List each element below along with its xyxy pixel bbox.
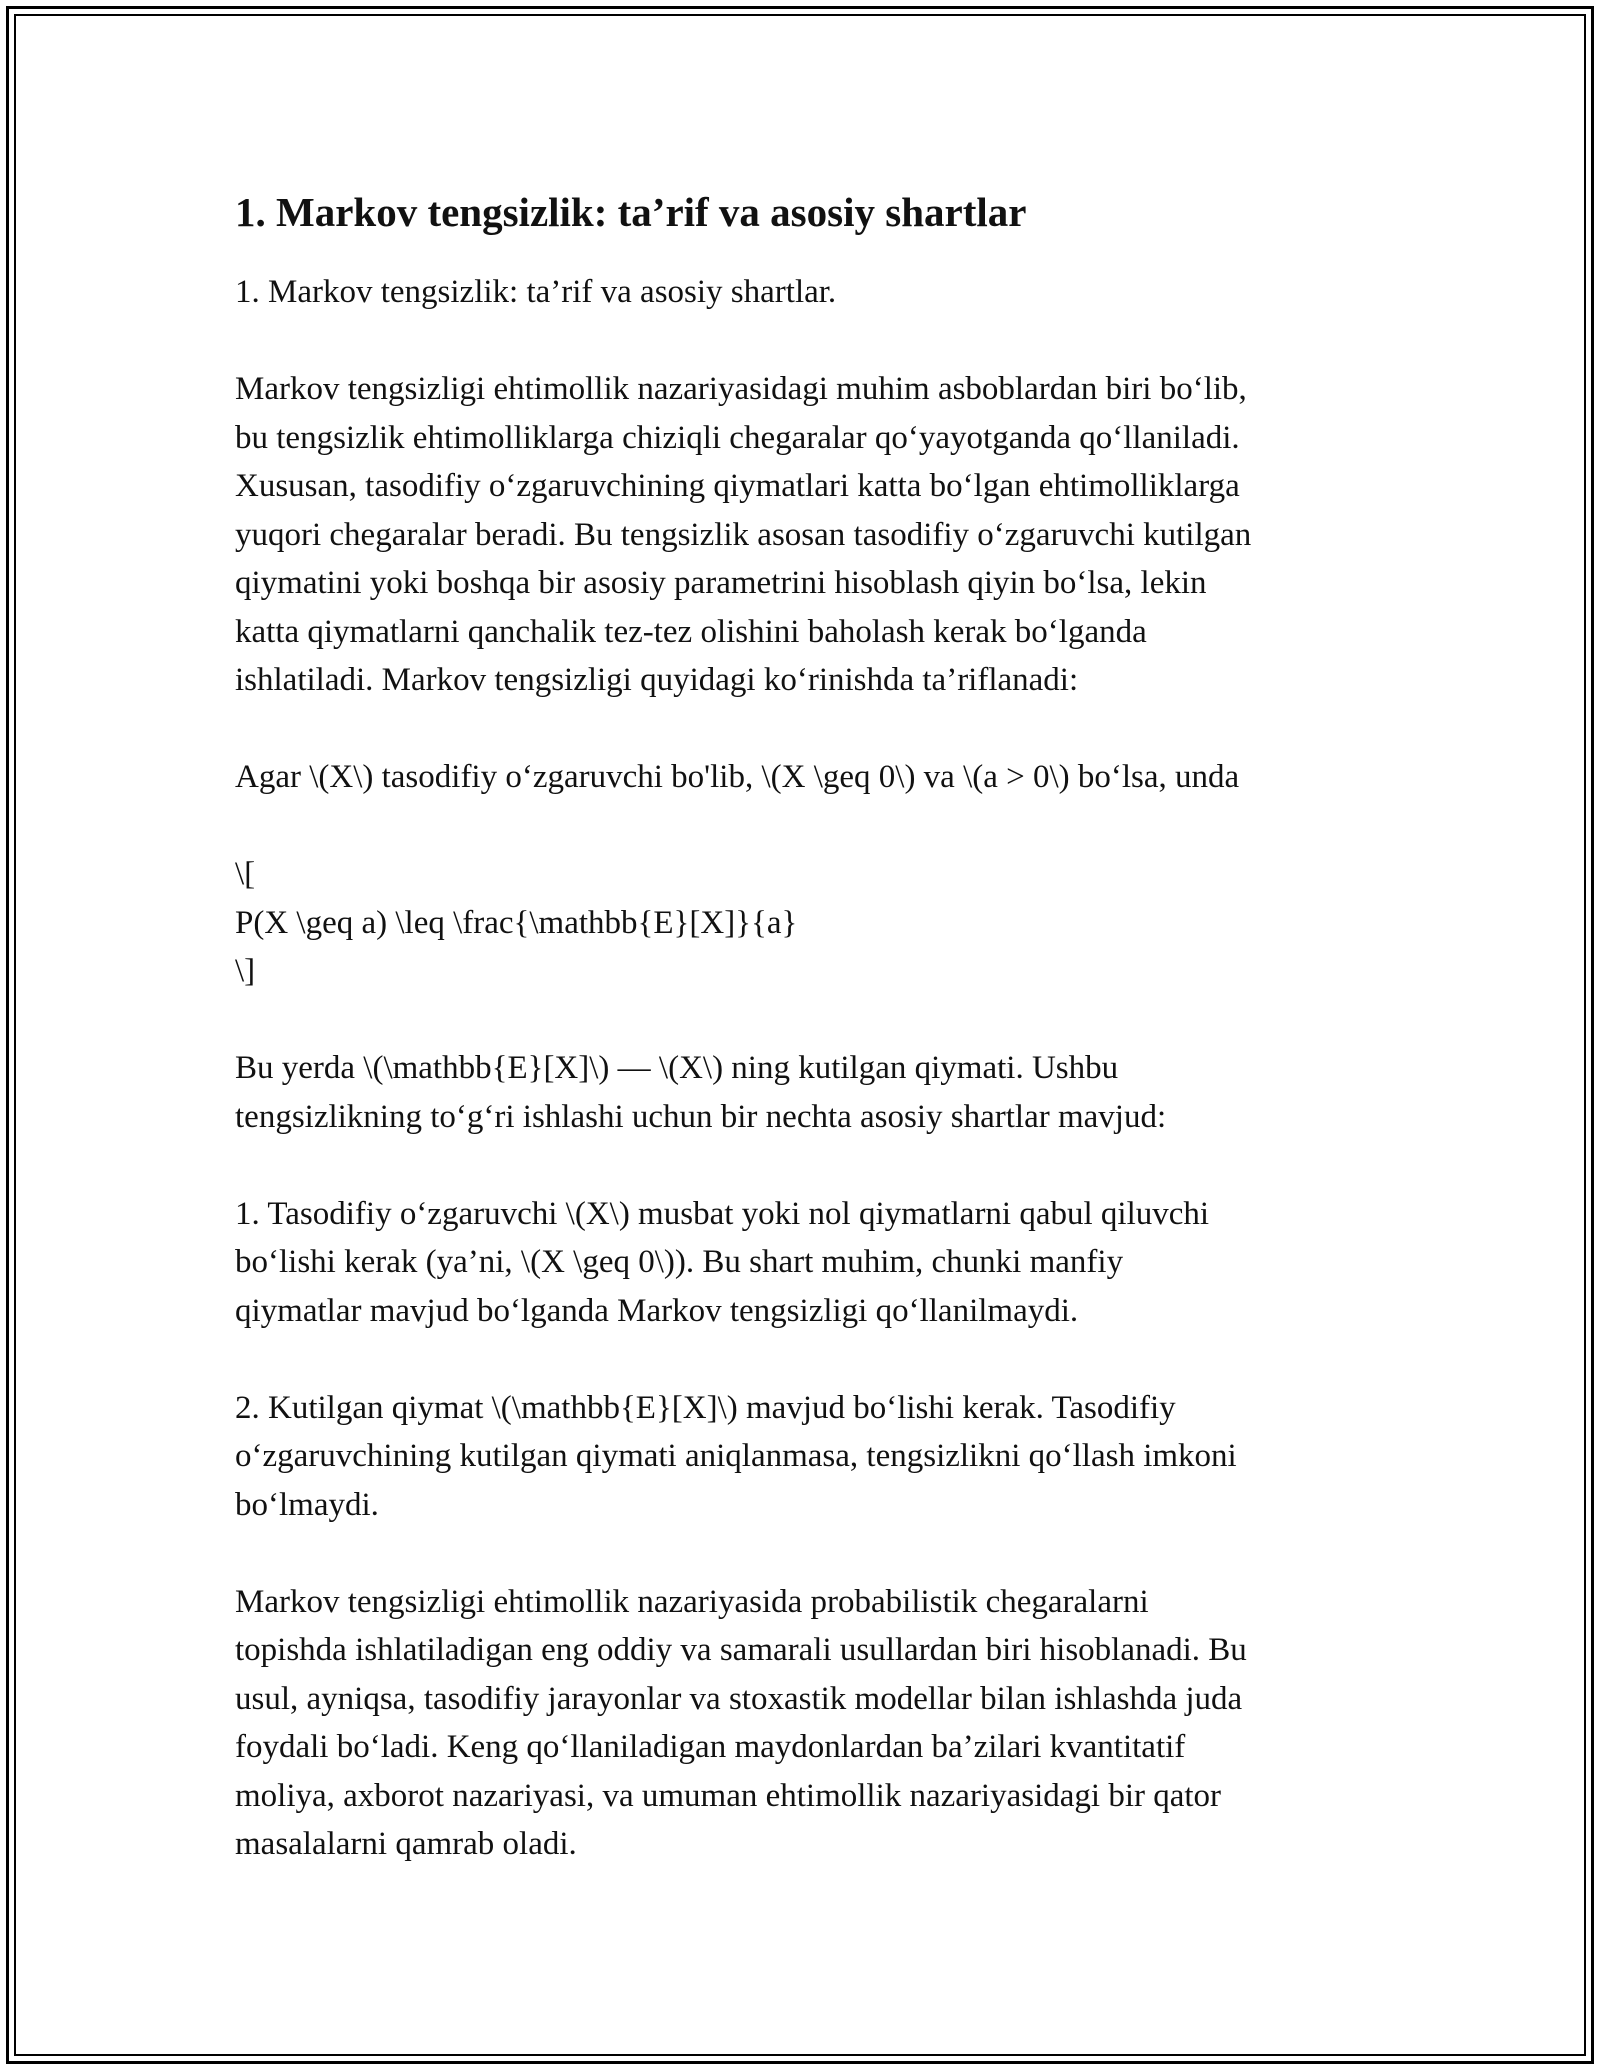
condition-item-1: 1. Tasodifiy o‘zgaruvchi \(X\) musbat yoki nol qiymatlarni qabul qiluvchi bo‘lishi kerak (ya’ni, \(X \geq 0\)). Bu shart muhim, chunki manfiy qiymatlar mavjud bo‘lganda Markov tengsizligi qo‘llanilmaydi. [235, 1195, 1210, 1329]
document-title: 1. Markov tengsizlik: ta’rif va asosiy shartlar [235, 189, 1027, 235]
definition-paragraph: Markov tengsizligi ehtimollik nazariyasidagi muhim asboblardan biri bo‘lib, bu tengsizlik ehtimolliklarga chiziqli chegaralar qo‘yayotganda qo‘llaniladi. Xususan, tasodifiy o‘zgaruvchining qiymatlari katta bo‘lgan ehtimolliklarga yuqori chegaralar beradi. Bu tengsizlik asosan tasodifiy o‘zgaruvchi kutilgan qiymatini yoki boshqa bir asosiy parametrini hisoblash qiyin bo‘lsa, lekin katta qiymatlarni qanchalik tez-tez olishini baholash kerak bo‘lganda ishlatiladi. Markov tengsizligi quyidagi ko‘rinishda ta’riflanadi: [235, 371, 1252, 698]
explanation-paragraph: Bu yerda \(\mathbb{E}[X]\) — \(X\) ning kutilgan qiymati. Ushbu tengsizlikning to‘g‘ri ishlashi uchun bir nechta asosiy shartlar mavjud: [235, 1050, 1167, 1135]
conclusion-paragraph: Markov tengsizligi ehtimollik nazariyasida probabilistik chegaralarni topishda ishlatiladigan eng oddiy va samarali usullardan biri hisoblanadi. Bu usul, ayniqsa, tasodifiy jarayonlar va stoxastik modellar bilan ishlashda juda foydali bo‘ladi. Keng qo‘llaniladigan maydonlardan ba’zilari kvantitatif moliya, axborot nazariyasi, va umuman ehtimollik nazariyasidagi bir qator masalalarni qamrab oladi. [235, 1583, 1247, 1862]
document-body [235, 182, 1385, 1869]
condition-paragraph: Agar \(X\) tasodifiy o‘zgaruvchi bo'lib, \(X \geq 0\) va \(a > 0\) bo‘lsa, unda [235, 759, 1240, 795]
condition-item-2: 2. Kutilgan qiymat \(\mathbb{E}[X]\) mavjud bo‘lishi kerak. Tasodifiy o‘zgaruvchining kutilgan qiymati aniqlanmasa, tengsizlikni qo‘llash imkoni bo‘lmaydi. [235, 1389, 1237, 1523]
formula-block: \[ P(X \geq a) \leq \frac{\mathbb{E}[X]}{a} \] [235, 856, 798, 989]
intro-heading-paragraph: 1. Markov tengsizlik: ta’rif va asosiy shartlar. [235, 274, 837, 310]
